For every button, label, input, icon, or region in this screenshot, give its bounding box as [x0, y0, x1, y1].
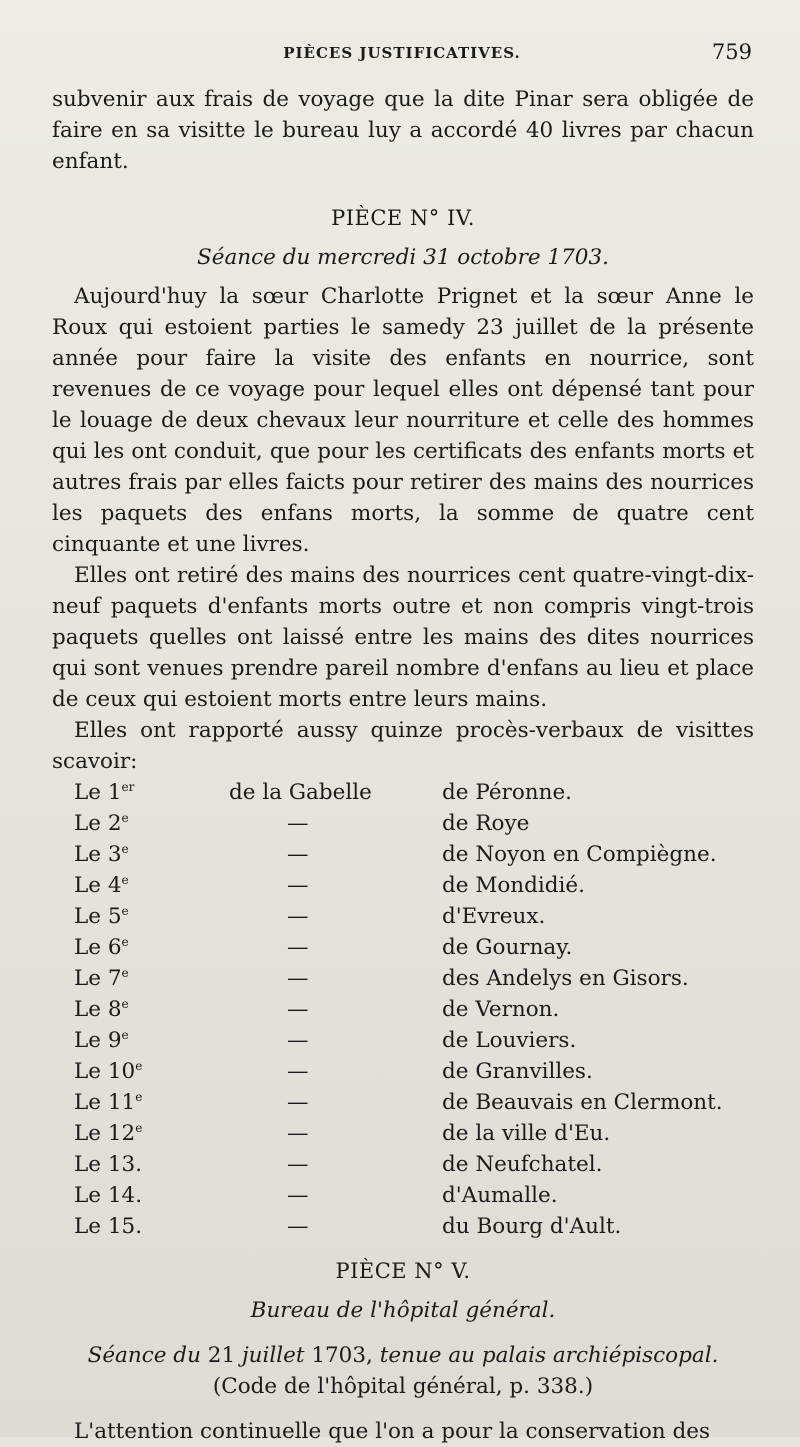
session-rest: tenue au palais archiépiscopal. [379, 1343, 719, 1368]
running-title: PIÈCES JUSTIFICATIVES. [283, 44, 521, 62]
visit-number-ordinal: e [121, 1027, 129, 1042]
visit-row [74, 777, 723, 808]
visit-number [74, 1149, 229, 1180]
paragraph-1: Aujourd'huy la sœur Charlotte Prignet et la sœur Anne le Roux qui estoient parties le samedy 23 juillet de la présente année pour faire la visite des enfants en nourrice, sont revenues de ce voyage pour lequel elles ont dépensé tant pour le louage de deux chevaux leur nourriture et celle des hommes qui les ont conduit, que pour les certificats des enfants morts et autres frais par elles faicts pour retirer des mains des nourrices les paquets des enfans morts, la somme de quatre cent cinquante et une livres. [52, 284, 754, 557]
visit-number-text: Le 11 [74, 1090, 136, 1115]
visit-place: des Andelys en Gisors. [442, 966, 689, 991]
visit-gabelle: — [287, 1152, 309, 1177]
visit-number-text: Le 4 [74, 873, 122, 898]
visit-gabelle: — [287, 1028, 309, 1053]
visit-place: de Péronne. [442, 780, 573, 805]
visit-place: de Roye [442, 811, 530, 836]
visit-gabelle: — [287, 997, 309, 1022]
visit-row [74, 1211, 723, 1242]
visit-number-text: Le 2 [74, 811, 122, 836]
visit-number [74, 1056, 229, 1087]
paragraph-intro: subvenir aux frais de voyage que la dite Pinar sera obligée de faire en sa visitte le bureau luy a accordé 40 livres par chacun enfant. [52, 87, 754, 174]
visit-gabelle: — [287, 1090, 309, 1115]
visit-number-text: Le 13. [74, 1152, 143, 1177]
visit-gabelle: — [287, 1059, 309, 1084]
visit-row [74, 1149, 723, 1180]
visit-number [74, 1118, 229, 1149]
visit-gabelle: — [287, 811, 309, 836]
visit-place: de Louviers. [442, 1028, 577, 1053]
visit-number-ordinal: e [121, 934, 129, 949]
visit-number-text: Le 10 [74, 1059, 136, 1084]
visit-row [74, 1180, 723, 1211]
visit-number [74, 901, 229, 932]
visit-place: de Vernon. [442, 997, 560, 1022]
visit-row [74, 1025, 723, 1056]
session-year: 1703, [311, 1343, 373, 1368]
visit-place: d'Aumalle. [442, 1183, 558, 1208]
visit-number-text: Le 3 [74, 842, 122, 867]
visit-row [74, 1056, 723, 1087]
visit-number-text: Le 15. [74, 1214, 143, 1239]
piece-v-bureau: Bureau de l'hôpital général. [250, 1298, 556, 1323]
visit-gabelle: — [287, 904, 309, 929]
visit-place: de Beauvais en Clermont. [442, 1090, 723, 1115]
visit-number-text: Le 1 [74, 780, 122, 805]
visit-gabelle: — [287, 873, 309, 898]
session-month: juillet [241, 1343, 305, 1368]
paragraph-last: L'attention continuelle que l'on a pour la conservation des [74, 1419, 710, 1444]
visit-number [74, 1180, 229, 1211]
visit-number-ordinal: e [135, 1058, 143, 1073]
visit-row [74, 932, 723, 963]
paragraph-2: Elles ont retiré des mains des nourrices cent quatre-vingt-dix-neuf paquets d'enfants morts outre et non compris vingt-trois paquets quelles ont laissé entre les mains des dites nourrices qui sont venues prendre pareil nombre d'enfans au lieu et place de ceux qui estoient morts entre leurs mains. [52, 563, 754, 712]
visit-number [74, 808, 229, 839]
visit-row [74, 901, 723, 932]
visit-number-ordinal: e [121, 903, 129, 918]
visit-number-ordinal: e [121, 810, 129, 825]
visit-row [74, 839, 723, 870]
visit-place: de Noyon en Compiègne. [442, 842, 717, 867]
visit-number [74, 870, 229, 901]
visit-gabelle: — [287, 842, 309, 867]
visit-number [74, 777, 229, 808]
visit-place: de Mondidié. [442, 873, 585, 898]
visit-row [74, 1087, 723, 1118]
visit-gabelle: de la Gabelle [229, 780, 372, 805]
visit-row [74, 1118, 723, 1149]
piece-v-code: (Code de l'hôpital général, p. 338.) [212, 1374, 594, 1399]
page-body [52, 84, 754, 1447]
visit-place: de Neufchatel. [442, 1152, 603, 1177]
visit-gabelle: — [287, 966, 309, 991]
visit-place: du Bourg d'Ault. [442, 1214, 622, 1239]
visit-number [74, 1211, 229, 1242]
visit-row [74, 808, 723, 839]
visit-number [74, 1087, 229, 1118]
piece-iv-heading: PIÈCE N° IV. [331, 206, 475, 230]
session-date: 21 [207, 1343, 236, 1368]
visit-number [74, 994, 229, 1025]
visit-number [74, 932, 229, 963]
visit-place: de la ville d'Eu. [442, 1121, 611, 1146]
visit-gabelle: — [287, 1214, 309, 1239]
page-number: 759 [711, 40, 752, 64]
visit-gabelle: — [287, 935, 309, 960]
session-prefix: Séance du [87, 1343, 201, 1368]
visit-place: de Granvilles. [442, 1059, 593, 1084]
running-header [52, 40, 752, 72]
visit-number-text: Le 12 [74, 1121, 136, 1146]
visit-gabelle: — [287, 1121, 309, 1146]
visit-place: de Gournay. [442, 935, 573, 960]
visit-number-ordinal: e [121, 996, 129, 1011]
visit-number-ordinal: e [121, 965, 129, 980]
visit-number-ordinal: e [121, 872, 129, 887]
paragraph-3: Elles ont rapporté aussy quinze procès-verbaux de visittes scavoir: [52, 718, 754, 774]
visit-number [74, 963, 229, 994]
visit-number-text: Le 7 [74, 966, 122, 991]
piece-v-session [52, 1340, 754, 1371]
visit-number-text: Le 14. [74, 1183, 143, 1208]
visit-place: d'Evreux. [442, 904, 546, 929]
visit-gabelle: — [287, 1183, 309, 1208]
piece-iv-session: Séance du mercredi 31 octobre 1703. [197, 245, 609, 270]
visit-number-text: Le 5 [74, 904, 122, 929]
visit-row [74, 963, 723, 994]
visit-number [74, 839, 229, 870]
visits-table [74, 777, 723, 1242]
visit-number [74, 1025, 229, 1056]
visit-number-text: Le 6 [74, 935, 122, 960]
piece-v-heading: PIÈCE N° V. [335, 1259, 471, 1283]
visit-row [74, 870, 723, 901]
visit-row [74, 994, 723, 1025]
visit-number-text: Le 9 [74, 1028, 122, 1053]
visit-number-ordinal: e [135, 1089, 143, 1104]
visit-number-text: Le 8 [74, 997, 122, 1022]
visit-number-ordinal: e [121, 841, 129, 856]
visit-number-ordinal: e [135, 1120, 143, 1135]
visit-number-ordinal: er [121, 779, 135, 794]
